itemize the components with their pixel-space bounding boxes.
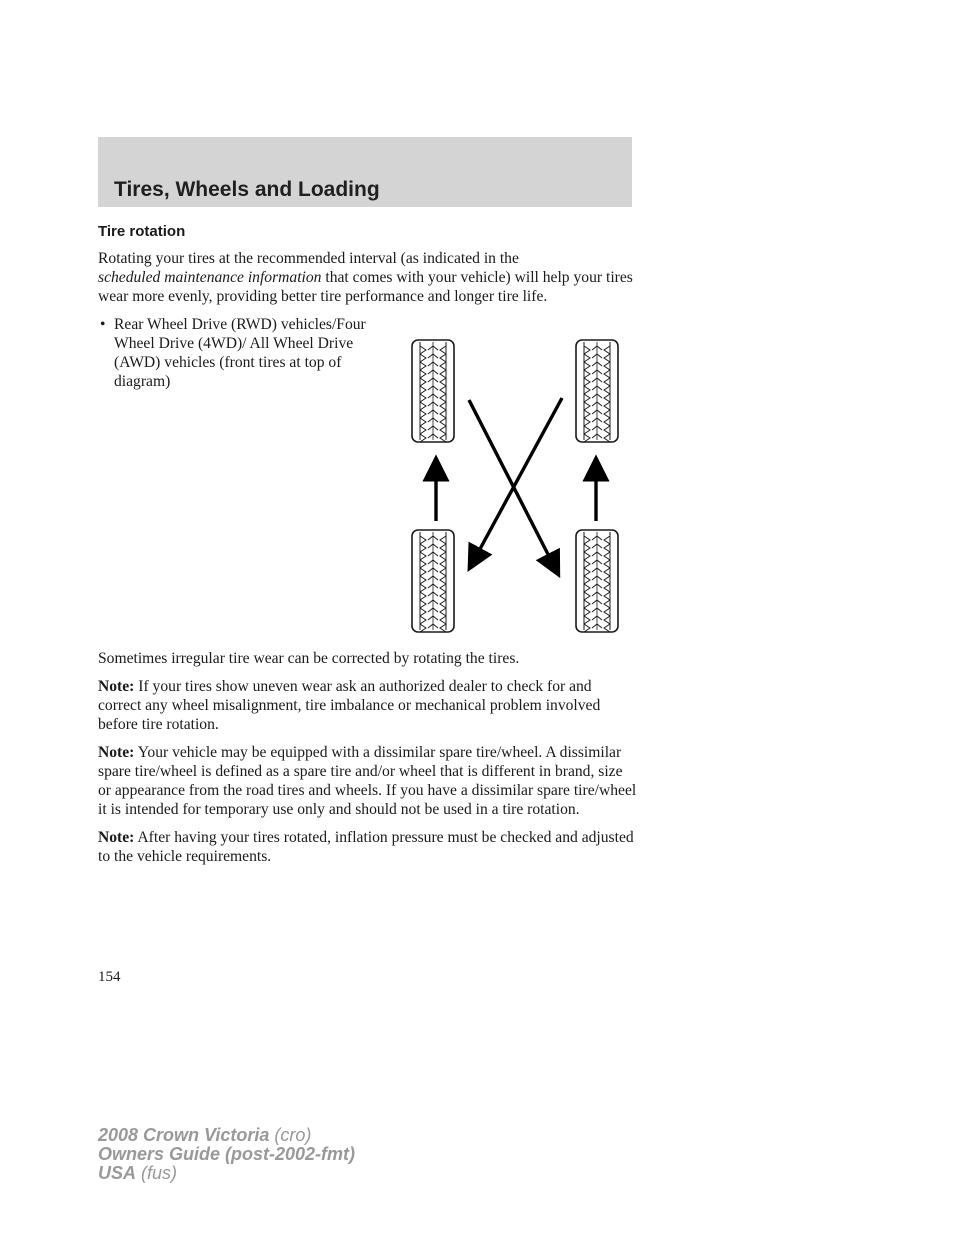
tire-front-right-icon xyxy=(576,340,618,442)
arrow-front-left-to-rear-right-icon xyxy=(469,400,554,566)
bullet-text-block xyxy=(98,315,384,391)
footer-line-3 xyxy=(98,1164,355,1183)
note-label: Note: xyxy=(98,678,135,695)
intro-text-end: that comes with your vehicle) will help your tires wear more evenly, providing better tire performance and longer tire life. xyxy=(98,269,633,305)
note-text: Your vehicle may be equipped with a dissimilar spare tire/wheel. A dissimilar spare tire/wheel is defined as a spare tire and/or wheel that is different in brand, size or appearance from the road tires and wheels. If you have a dissimilar spare tire/wheel it is intended for temporary use only and should not be used in a tire rotation. xyxy=(98,744,637,818)
chapter-title: Tires, Wheels and Loading xyxy=(114,178,380,201)
note-3 xyxy=(98,828,638,866)
note-label: Note: xyxy=(98,829,135,846)
intro-paragraph xyxy=(98,249,638,306)
arrow-front-right-to-rear-left-icon xyxy=(474,398,562,560)
footer-vehicle: 2008 Crown Victoria xyxy=(98,1125,270,1145)
note-text: After having your tires rotated, inflation pressure must be checked and adjusted to the vehicle requirements. xyxy=(98,829,634,865)
intro-italic-ref: scheduled maintenance information xyxy=(98,269,322,286)
bullet-text: Rear Wheel Drive (RWD) vehicles/Four Wheel Drive (4WD)/ All Wheel Drive (AWD) vehicles (front tires at top of diagram) xyxy=(114,316,366,390)
tire-front-left-icon xyxy=(412,340,454,442)
note-label: Note: xyxy=(98,744,135,761)
tire-rear-right-icon xyxy=(576,530,618,632)
section-title: Tire rotation xyxy=(98,223,186,240)
note-1 xyxy=(98,677,638,734)
footer-vehicle-code: (cro) xyxy=(269,1125,312,1145)
note-2 xyxy=(98,743,638,819)
footer-market-code: (fus) xyxy=(136,1163,178,1183)
intro-text-start: Rotating your tires at the recommended interval (as indicated in the xyxy=(98,250,519,267)
bullet-icon: • xyxy=(100,316,106,333)
page-number: 154 xyxy=(98,969,121,985)
after-diagram-paragraph: Sometimes irregular tire wear can be corrected by rotating the tires. xyxy=(98,650,520,667)
section-header-band xyxy=(98,137,632,207)
tire-rotation-diagram xyxy=(406,338,622,638)
footer-guide: Owners Guide (post-2002-fmt) xyxy=(98,1144,356,1164)
note-text: If your tires show uneven wear ask an authorized dealer to check for and correct any wheel misalignment, tire imbalance or mechanical problem involved before tire rotation. xyxy=(98,678,601,733)
footer-line-1 xyxy=(98,1126,355,1145)
footer-line-2 xyxy=(98,1145,355,1164)
tire-rear-left-icon xyxy=(412,530,454,632)
document-footer xyxy=(98,1126,355,1183)
footer-market: USA xyxy=(98,1163,137,1183)
